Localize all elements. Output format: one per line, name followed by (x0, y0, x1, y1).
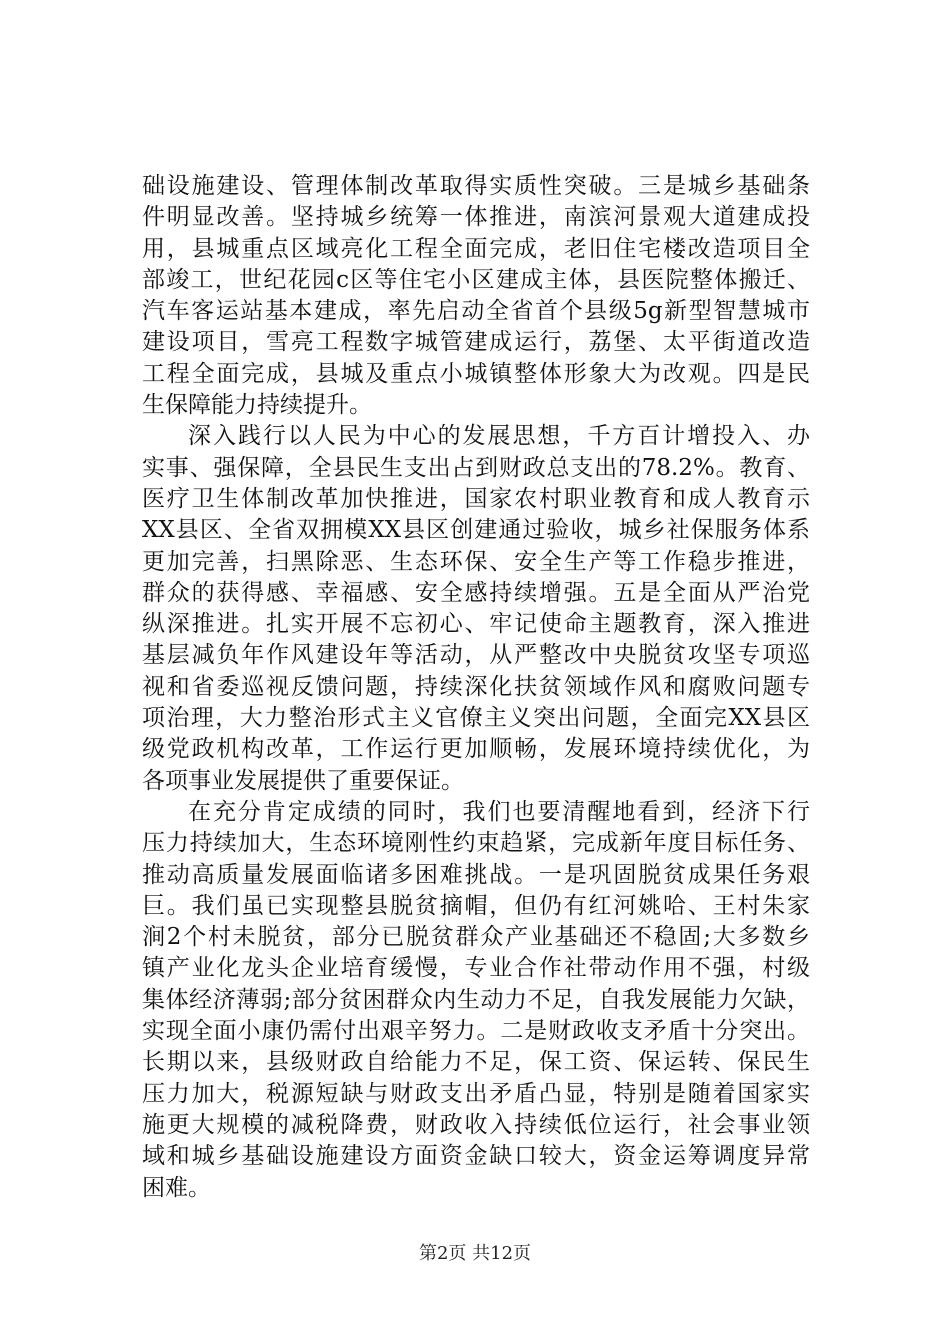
text-line: 础设施建设、管理体制改革取得实质性突破。三是城乡基础条 (142, 173, 810, 199)
text-line: 各项事业发展提供了重要保证。 (142, 767, 464, 794)
text-line: 镇产业化龙头企业培育缓慢，专业合作社带动作用不强，村级 (142, 955, 810, 982)
text-line: 压力持续加大，生态环境刚性约束趋紧，完成新年度目标任务、 (142, 830, 810, 857)
text-line: 域和城乡基础设施建设方面资金缺口较大，资金运筹调度异常 (142, 1143, 810, 1170)
text-line: XX县区、全省双拥模XX县区创建通过验收，城乡社保服务体系 (142, 517, 810, 544)
page-number-footer: 第2页 共12页 (418, 1243, 532, 1264)
document-body (142, 171, 810, 1204)
text-line: 生保障能力持续提升。 (142, 392, 372, 419)
text-line: 件明显改善。坚持城乡统筹一体推进，南滨河景观大道建成投 (142, 204, 810, 231)
text-line: 更加完善，扫黑除恶、生态环保、安全生产等工作稳步推进， (142, 548, 810, 575)
text-line: 涧2个村未脱贫，部分已脱贫群众产业基础还不稳固;大多数乡 (142, 924, 810, 951)
text-line: 群众的获得感、幸福感、安全感持续增强。五是全面从严治党 (142, 579, 810, 606)
text-line: 巨。我们虽已实现整县脱贫摘帽，但仍有红河姚哈、王村朱家 (142, 892, 810, 919)
text-line: 推动高质量发展面临诸多困难挑战。一是巩固脱贫成果任务艰 (142, 861, 810, 888)
paragraph-3 (142, 797, 810, 1204)
text-line: 项治理，大力整治形式主义官僚主义突出问题，全面完XX县区 (142, 705, 810, 732)
text-line: 长期以来，县级财政自给能力不足，保工资、保运转、保民生 (142, 1049, 810, 1076)
text-line: 用，县城重点区域亮化工程全面完成，老旧住宅楼改造项目全 (142, 235, 810, 262)
text-line: 基层减负年作风建设年等活动，从严整改中央脱贫攻坚专项巡 (142, 642, 810, 669)
text-line: 纵深推进。扎实开展不忘初心、牢记使命主题教育，深入推进 (142, 611, 810, 638)
text-line: 汽车客运站基本建成，率先启动全省首个县级5g新型智慧城市 (142, 298, 810, 325)
text-line: 集体经济薄弱;部分贫困群众内生动力不足，自我发展能力欠缺， (142, 986, 810, 1013)
text-line: 压力加大，税源短缺与财政支出矛盾凸显，特别是随着国家实 (142, 1080, 810, 1107)
text-line: 困难。 (142, 1174, 211, 1201)
paragraph-1 (142, 171, 810, 421)
text-line: 深入践行以人民为中心的发展思想，千方百计增投入、办 (188, 423, 810, 450)
text-line: 级党政机构改革，工作运行更加顺畅，发展环境持续优化，为 (142, 736, 810, 763)
text-line: 建设项目，雪亮工程数字城管建成运行，荔堡、太平街道改造 (142, 329, 810, 356)
paragraph-2 (142, 421, 810, 797)
text-line: 医疗卫生体制改革加快推进，国家农村职业教育和成人教育示 (142, 485, 810, 512)
text-line: 施更大规模的减税降费，财政收入持续低位运行，社会事业领 (142, 1111, 810, 1138)
text-line: 工程全面完成，县城及重点小城镇整体形象大为改观。四是民 (142, 360, 810, 387)
text-line: 部竣工，世纪花园c区等住宅小区建成主体，县医院整体搬迁、 (142, 266, 810, 293)
text-line: 视和省委巡视反馈问题，持续深化扶贫领域作风和腐败问题专 (142, 673, 810, 700)
text-line: 实事、强保障，全县民生支出占到财政总支出的78.2%。教育、 (142, 454, 810, 481)
text-line: 实现全面小康仍需付出艰辛努力。二是财政收支矛盾十分突出。 (142, 1018, 810, 1045)
text-line: 在充分肯定成绩的同时，我们也要清醒地看到，经济下行 (188, 798, 810, 825)
